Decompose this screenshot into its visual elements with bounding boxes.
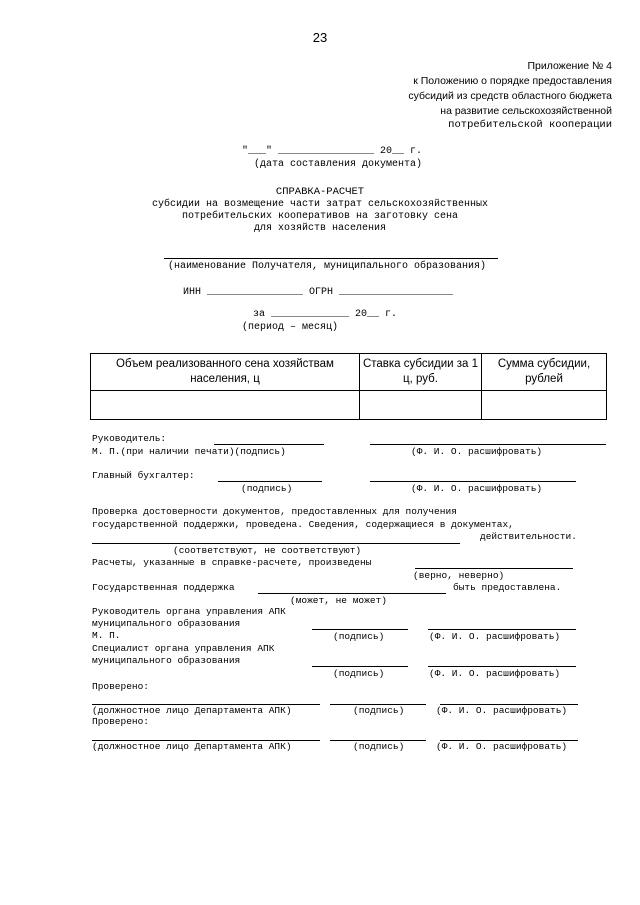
checked-label-1: Проверено: xyxy=(92,681,150,692)
official-sign-caption-1: (подпись) xyxy=(353,705,405,716)
subsidy-table xyxy=(90,353,607,420)
inn-ogrn-fields[interactable]: ИНН ________________ ОГРН ___________________ xyxy=(183,287,454,298)
support-result-line[interactable] xyxy=(258,593,446,594)
title-line-3: для хозяйств населения xyxy=(253,223,387,234)
official-fio-caption-1: (Ф. И. О. расшифровать) xyxy=(436,705,568,716)
support-end: быть предоставлена. xyxy=(453,582,562,593)
title-line-2: потребительских кооперативов на заготовку сена xyxy=(181,211,459,222)
check-text-1: Проверка достоверности документов, предоставленных для получения xyxy=(92,506,457,517)
official-sign-caption-2: (подпись) xyxy=(353,741,405,752)
calc-text: Расчеты, указанные в справке-расчете, произведены xyxy=(92,557,372,568)
check-result-line[interactable] xyxy=(92,543,460,544)
head-label: Руководитель: xyxy=(92,433,167,444)
accountant-fio-line[interactable] xyxy=(370,481,576,482)
header-volume: Объем реализованного сена хозяйствам населения, ц xyxy=(91,354,360,391)
support-caption: (может, не может) xyxy=(290,595,387,606)
cell-rate[interactable] xyxy=(360,391,482,420)
appendix-line-2: к Положению о порядке предоставления xyxy=(413,75,612,87)
accountant-sign-caption: (подпись) xyxy=(241,483,293,494)
apk-head-line-2: муниципального образования xyxy=(92,618,241,629)
header-rate: Ставка субсидии за 1 ц, руб. xyxy=(360,354,482,391)
calc-caption: (верно, неверно) xyxy=(413,570,505,581)
accountant-sign-line[interactable] xyxy=(218,481,322,482)
apk-spec-sign-line[interactable] xyxy=(312,666,408,667)
apk-head-fio-line[interactable] xyxy=(428,629,576,630)
head-mp-caption: М. П.(при наличии печати)(подпись) xyxy=(92,446,286,457)
cell-sum[interactable] xyxy=(482,391,607,420)
support-text: Государственная поддержка xyxy=(92,582,235,593)
title-line-1: субсидии на возмещение части затрат сельскохозяйственных xyxy=(151,199,489,210)
head-fio-line[interactable] xyxy=(370,444,606,445)
checked-label-2: Проверено: xyxy=(92,716,150,727)
apk-head-line-1: Руководитель органа управления АПК xyxy=(92,606,286,617)
check-text-2: государственной поддержки, проведена. Сведения, содержащиеся в документах, xyxy=(92,519,514,530)
apk-spec-line-2: муниципального образования xyxy=(92,655,241,666)
period-caption: (период – месяц) xyxy=(242,322,339,333)
appendix-line-4: на развитие сельскохозяйственной xyxy=(440,105,612,117)
apk-head-mp: М. П. xyxy=(92,630,121,641)
apk-head-sign-caption: (подпись) xyxy=(333,631,385,642)
official-caption-1: (должностное лицо Департамента АПК) xyxy=(92,705,292,716)
date-field[interactable]: "___" ________________ 20__ г. xyxy=(242,146,423,157)
check-caption: (соответствуют, не соответствуют) xyxy=(173,545,362,556)
appendix-line-1: Приложение № 4 xyxy=(527,60,612,72)
header-sum: Сумма субсидии, рублей xyxy=(482,354,607,391)
accountant-fio-caption: (Ф. И. О. расшифровать) xyxy=(411,483,543,494)
calc-result-line[interactable] xyxy=(415,568,573,569)
page-number: 23 xyxy=(312,30,328,45)
apk-head-fio-caption: (Ф. И. О. расшифровать) xyxy=(429,631,561,642)
cell-volume[interactable] xyxy=(91,391,360,420)
appendix-line-5: потребительской кооперации xyxy=(448,119,612,131)
head-fio-caption: (Ф. И. О. расшифровать) xyxy=(411,446,543,457)
apk-spec-sign-caption: (подпись) xyxy=(333,668,385,679)
appendix-line-3: субсидий из средств областного бюджета xyxy=(408,90,612,102)
document-title: СПРАВКА-РАСЧЕТ xyxy=(275,186,365,198)
apk-spec-fio-line[interactable] xyxy=(428,666,576,667)
period-field[interactable]: за _____________ 20__ г. xyxy=(253,309,398,320)
head-sign-line[interactable] xyxy=(214,444,324,445)
table-header-row xyxy=(91,354,607,391)
date-caption: (дата составления документа) xyxy=(254,159,423,170)
recipient-caption: (наименование Получателя, муниципального образования) xyxy=(168,261,487,272)
apk-head-sign-line[interactable] xyxy=(312,629,408,630)
apk-spec-fio-caption: (Ф. И. О. расшифровать) xyxy=(429,668,561,679)
official-fio-caption-2: (Ф. И. О. расшифровать) xyxy=(436,741,568,752)
apk-spec-line-1: Специалист органа управления АПК xyxy=(92,643,275,654)
table-row xyxy=(91,391,607,420)
check-text-3-end: действительности. xyxy=(480,531,577,542)
recipient-line[interactable] xyxy=(164,258,498,259)
official-caption-2: (должностное лицо Департамента АПК) xyxy=(92,741,292,752)
accountant-label: Главный бухгалтер: xyxy=(92,470,195,481)
